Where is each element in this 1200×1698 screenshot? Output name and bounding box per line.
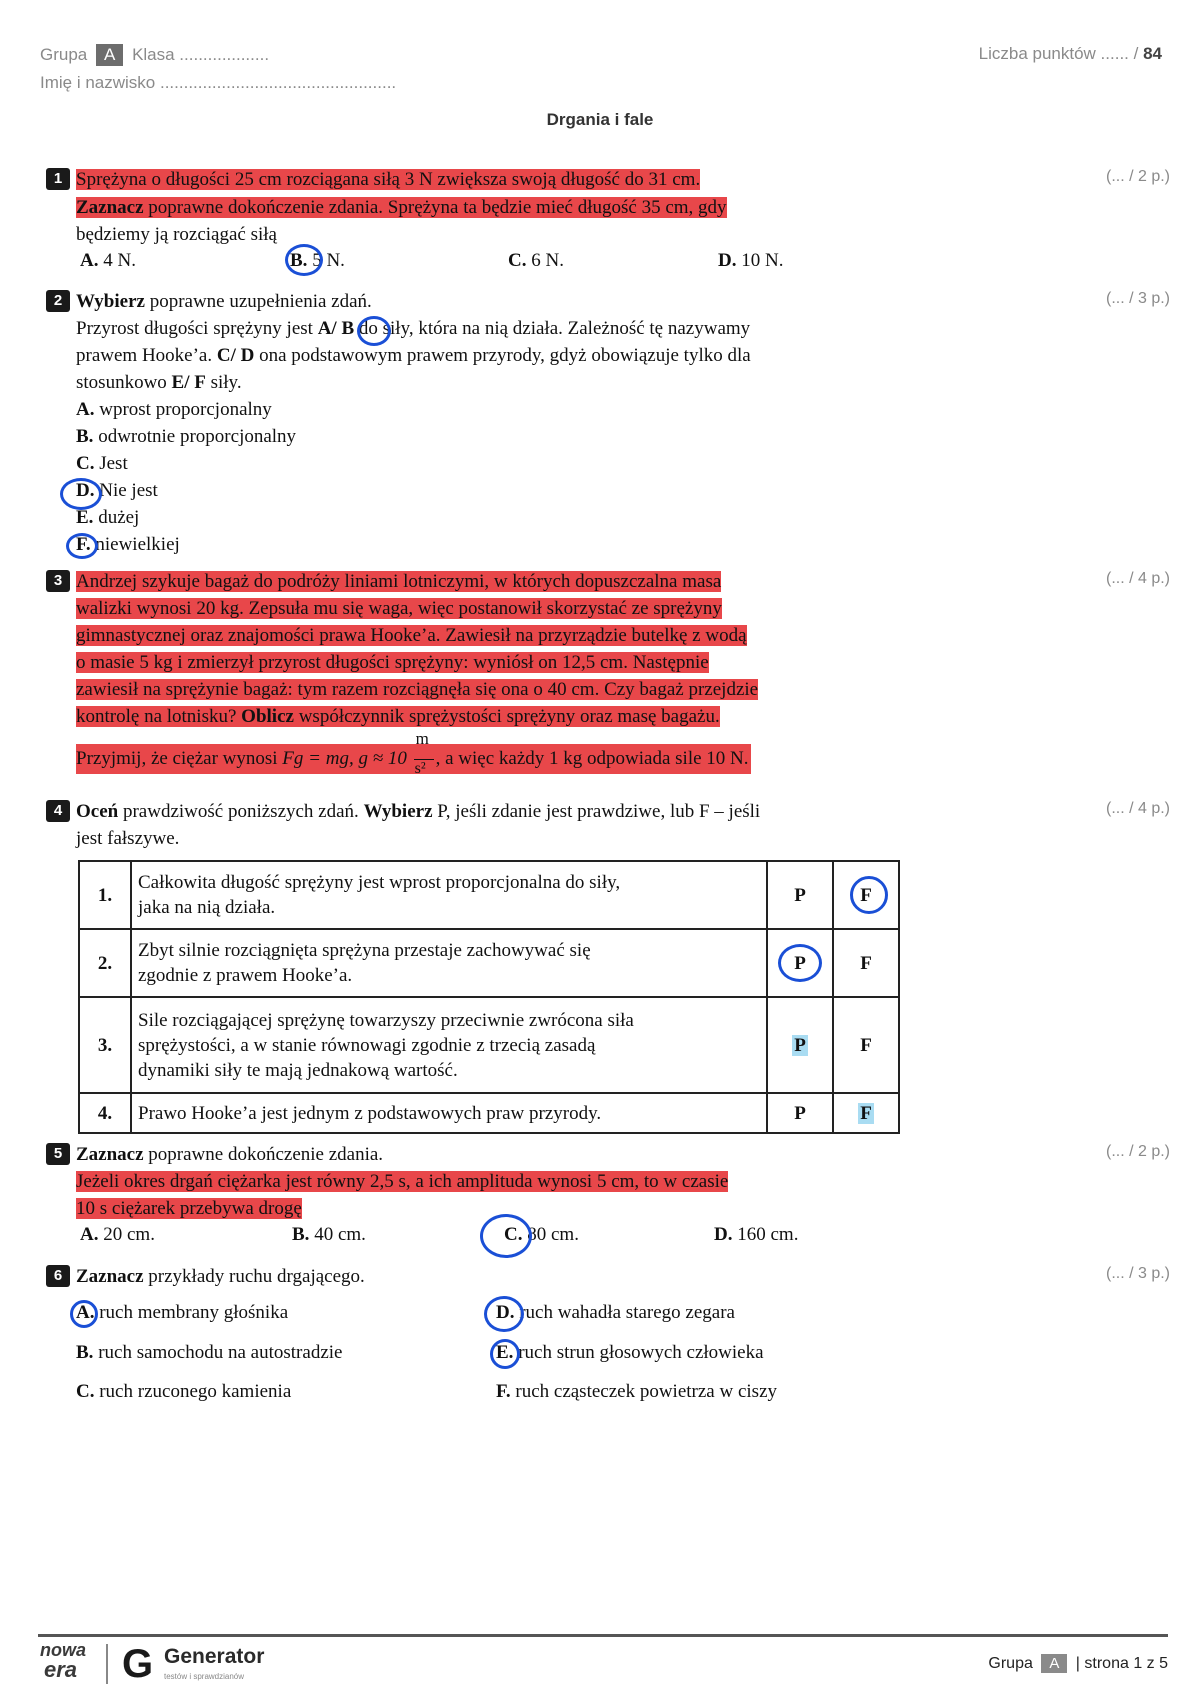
- question-1-line-2: Zaznacz poprawne dokończenie zdania. Sprężyna ta będzie mieć długość 35 cm, gdy: [76, 197, 727, 218]
- q6-option-e[interactable]: E. ruch strun głosowych człowieka: [496, 1342, 764, 1363]
- table-row: 4. Prawo Hooke’a jest jednym z podstawowych praw przyrody. P F: [79, 1093, 899, 1133]
- question-2-intro: Wybierz poprawne uzupełnienia zdań.: [76, 291, 372, 312]
- page-title: Drgania i fale: [546, 110, 654, 129]
- q1-option-a[interactable]: A. 4 N.: [80, 250, 136, 271]
- question-5-intro: Zaznacz poprawne dokończenie zdania.: [76, 1144, 384, 1165]
- question-1-points: (... / 2 p.): [1105, 168, 1170, 185]
- question-6-intro: Zaznacz przykłady ruchu drgającego.: [76, 1266, 365, 1287]
- true-option[interactable]: P: [767, 929, 833, 997]
- question-5-points: (... / 2 p.): [1105, 1143, 1170, 1160]
- q6-option-a[interactable]: A. ruch membrany głośnika: [76, 1302, 289, 1323]
- question-3-points: (... / 4 p.): [1105, 570, 1170, 587]
- answer-circle-mark: [850, 876, 888, 914]
- q5-option-b[interactable]: B. 40 cm.: [292, 1224, 366, 1245]
- q2-option-c[interactable]: C. Jest: [76, 453, 128, 474]
- question-4-points: (... / 4 p.): [1105, 800, 1170, 817]
- name-field: Imię i nazwisko ..................................................: [40, 73, 397, 92]
- generator-logo: G Generator testów i sprawdzianów: [122, 1642, 265, 1686]
- generator-g-icon: G: [122, 1642, 154, 1686]
- q2-option-a[interactable]: A. wprost proporcjonalny: [76, 399, 272, 420]
- true-option[interactable]: P: [767, 997, 833, 1093]
- q5-option-c[interactable]: C. 80 cm.: [504, 1224, 579, 1245]
- answer-circle-mark: [70, 1300, 98, 1328]
- answer-circle-mark: [66, 533, 98, 559]
- q6-option-b[interactable]: B. ruch samochodu na autostradzie: [76, 1342, 343, 1363]
- q2-option-b[interactable]: B. odwrotnie proporcjonalny: [76, 426, 297, 447]
- group-badge: A: [96, 44, 123, 66]
- true-false-table: [78, 860, 900, 1134]
- question-3-line-4: o masie 5 kg i zmierzył przyrost długości sprężyny: wyniósł on 12,5 cm. Następnie: [76, 652, 709, 673]
- logo-divider: [106, 1644, 108, 1684]
- answer-circle-mark: [285, 244, 323, 276]
- question-5-line-2: Jeżeli okres drgań ciężarka jest równy 2,5 s, a ich amplituda wynosi 5 cm, to w czasie: [76, 1171, 729, 1192]
- false-option[interactable]: F: [833, 929, 899, 997]
- q2-option-f[interactable]: F. niewielkiej: [76, 534, 180, 555]
- answer-circle-mark: [357, 316, 391, 346]
- fraction: $\frac{m}{\text{s²}}$: [412, 744, 436, 774]
- table-row: 1. Całkowita długość sprężyny jest wprost proporcjonalna do siły, jaka na nią działa. P F: [79, 861, 899, 929]
- question-3-number: 3: [46, 570, 70, 592]
- true-option[interactable]: P: [767, 861, 833, 929]
- question-3-line-6: kontrolę na lotnisku? Oblicz współczynnik sprężystości sprężyny oraz masę bagażu.: [76, 706, 720, 727]
- q1-option-c[interactable]: C. 6 N.: [508, 250, 564, 271]
- question-6-number: 6: [46, 1265, 70, 1287]
- question-5-number: 5: [46, 1143, 70, 1165]
- question-4-intro-line-2: jest fałszywe.: [76, 828, 180, 849]
- table-row: 2. Zbyt silnie rozciągnięta sprężyna przestaje zachowywać się zgodnie z prawem Hooke’a. P F: [79, 929, 899, 997]
- false-option[interactable]: F: [833, 997, 899, 1093]
- points-total: 84: [1143, 44, 1162, 63]
- formula: Fg = mg, g ≈ 10: [282, 748, 407, 769]
- false-option[interactable]: F: [833, 861, 899, 929]
- points-label: Liczba punktów ...... /: [978, 44, 1139, 63]
- answer-circle-mark: [778, 944, 822, 982]
- q1-option-b[interactable]: B. 5 N.: [290, 250, 345, 271]
- table-row: 3. Sile rozciągającej sprężynę towarzyszy przeciwnie zwrócona siła sprężystości, a w stanie równowagi zgodnie z trzecią zasadą dynamiki siły te mają jednakową wartość. P F: [79, 997, 899, 1093]
- q6-option-f[interactable]: F. ruch cząsteczek powietrza w ciszy: [496, 1381, 778, 1402]
- question-2-points: (... / 3 p.): [1105, 290, 1170, 307]
- question-1-line-3: będziemy ją rozciągać siłą: [76, 224, 277, 245]
- answer-circle-mark: [480, 1214, 532, 1258]
- question-2-line-2: prawem Hooke’a. C/ D ona podstawowym prawem przyrody, gdyż obowiązuje tylko dla: [76, 345, 751, 366]
- question-4-intro: Oceń prawdziwość poniższych zdań. Wybierz P, jeśli zdanie jest prawdziwe, lub F – jeśli: [76, 801, 761, 822]
- question-5-line-3: 10 s ciężarek przebywa drogę: [76, 1198, 302, 1219]
- question-6-points: (... / 3 p.): [1105, 1265, 1170, 1282]
- true-option[interactable]: P: [767, 1093, 833, 1133]
- question-1-number: 1: [46, 168, 70, 190]
- q5-option-a[interactable]: A. 20 cm.: [80, 1224, 155, 1245]
- q5-option-d[interactable]: D. 160 cm.: [714, 1224, 799, 1245]
- question-3-line-5: zawiesił na sprężynie bagaż: tym razem rozciągnęła się ona o 40 cm. Czy bagaż przejdzie: [76, 679, 759, 700]
- q6-option-d[interactable]: D. ruch wahadła starego zegara: [496, 1302, 735, 1323]
- question-1-line-1: Sprężyna o długości 25 cm rozciągana siłą 3 N zwiększa swoją długość do 31 cm.: [76, 169, 701, 190]
- answer-circle-mark: [60, 478, 102, 510]
- points-field: [979, 44, 1162, 64]
- q1-option-d[interactable]: D. 10 N.: [718, 250, 784, 271]
- question-3-line-1: Andrzej szykuje bagaż do podróży liniami lotniczymi, w których dopuszczalna masa: [76, 571, 722, 592]
- q2-option-e[interactable]: E. dużej: [76, 507, 140, 528]
- footer-divider: [38, 1634, 1168, 1637]
- answer-circle-mark: [484, 1296, 524, 1332]
- false-option[interactable]: F: [833, 1093, 899, 1133]
- q2-option-d[interactable]: D. Nie jest: [76, 480, 158, 501]
- question-3-line-2: walizki wynosi 20 kg. Zepsuła mu się waga, więc postanowił skorzystać ze sprężyny: [76, 598, 722, 619]
- group-label: Grupa: [40, 45, 88, 64]
- question-3-line-7: Przyjmij, że ciężar wynosi Fg = mg, g ≈ 10 $\frac{m}{\text{s²}}$ , a więc każdy 1 kg odpowiada sile 10 N.: [76, 729, 749, 777]
- answer-circle-mark: [490, 1339, 520, 1369]
- question-2-line-3: stosunkowo E/ F siły.: [76, 372, 242, 393]
- question-3-line-3: gimnastycznej oraz znajomości prawa Hooke’a. Zawiesił na przyrządzie butelkę z wodą: [76, 625, 747, 646]
- question-2-line-1: Przyrost długości sprężyny jest A/ B do siły, która na nią działa. Zależność tę nazywamy: [76, 318, 751, 339]
- class-field: Klasa ...................: [132, 45, 270, 64]
- group-field: [40, 44, 269, 66]
- question-2-number: 2: [46, 290, 70, 312]
- nowa-era-logo: nowa era: [40, 1640, 87, 1682]
- question-4-number: 4: [46, 800, 70, 822]
- footer-group-badge: A: [1041, 1654, 1067, 1673]
- footer-page-info: Grupa A | strona 1 z 5: [988, 1655, 1168, 1672]
- q6-option-c[interactable]: C. ruch rzuconego kamienia: [76, 1381, 292, 1402]
